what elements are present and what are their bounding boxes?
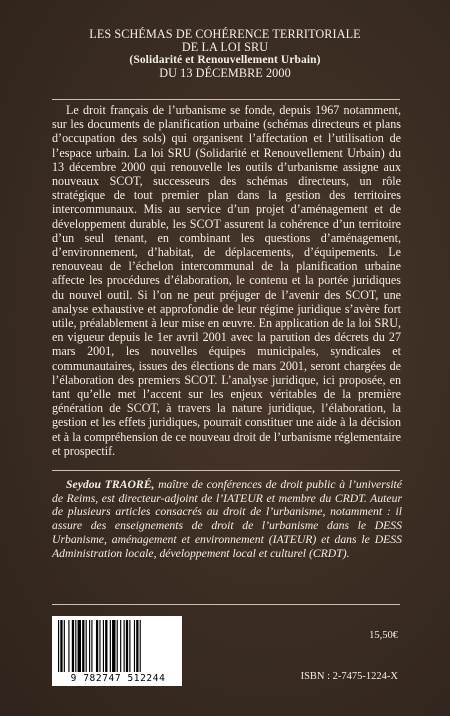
divider-top <box>52 99 400 100</box>
author-bio-text: maître de conférences de droit public à l’université de Reims, est directeur-adjoint de l’IATEUR et membre du CRDT. Auteur de plusieurs articles consacrés au droit de l’urbanisme, notamment : il assure des enseignements de droit de l’urbanisme dans le DESS Urbanisme, aménagement et environnement (IATEUR) et dans le DESS Administration locale, développement local et culturel (CRDT). <box>52 478 402 560</box>
barcode-bar <box>99 620 100 672</box>
barcode-bar <box>75 620 76 672</box>
barcode-bar <box>78 620 81 672</box>
barcode-bar <box>129 620 130 672</box>
barcode-bar <box>89 620 90 672</box>
author-bio <box>52 478 402 560</box>
barcode-bar <box>136 620 138 672</box>
title-line-4: DU 13 DÉCEMBRE 2000 <box>159 66 291 80</box>
barcode-bar <box>91 620 92 672</box>
barcode-bar <box>120 620 121 672</box>
title-line-1: LES SCHÉMAS DE COHÉRENCE TERRITORIALE <box>89 27 361 41</box>
barcode-bar <box>103 620 104 672</box>
barcode-bar <box>140 620 141 672</box>
barcode-bar <box>110 620 111 672</box>
barcode <box>52 616 182 686</box>
barcode-bar <box>58 620 59 672</box>
barcode-bar <box>96 620 98 672</box>
divider-middle <box>52 470 400 471</box>
blurb-paragraph: Le droit français de l’urbanisme se fonde, depuis 1967 notamment, sur les documents de planification urbaine (schémas directeurs et plans d’occupation des sols) qui organisent l’affectation et l’utilisation de l’espace urbain. La loi SRU (Solidarité et Renouvellement Urbain) du 13 décembre 2000 qui renouvelle les outils d’urbanisme assigne aux nouveaux SCOT, successeurs des schémas directeurs, un rôle stratégique de tout premier plan dans la gestion des territoires intercommunaux. Mis au service d’un projet d’aménagement et de développement durable, les SCOT assurent la cohérence d’un territoire d’un seul tenant, en combinant les questions d’aménagement, d’environnement, d’habitat, de déplacements, d’équipements. Le renouveau de l’échelon intercommunal de la planification urbaine affecte les procédures d’élaboration, le contenu et la portée juridiques du nouvel outil. Si l’on ne peut préjuger de l’avenir des SCOT, une analyse exhaustive et approfondie de leur régime juridique s’avère fort utile, préalablement à leur mise en œuvre. En application de la loi SRU, en vigueur depuis le 1er avril 2001 avec la parution des décrets du 27 mars 2001, les nouvelles équipes municipales, syndicales et communautaires, issues des élections de mars 2001, seront chargées de l’élaboration des premiers SCOT. L’analyse juridique, ici proposée, en tant qu’elle met l’accent sur les enjeux véritables de la première génération de SCOT, à travers la nature juridique, l’élaboration, la gestion et les effets juridiques, pourrait constituer une aide à la décision et à la compréhension de ce nouveau droit de l’urbanisme réglementaire et prospectif. <box>52 103 401 458</box>
barcode-bar <box>64 620 65 672</box>
barcode-bar <box>134 620 135 672</box>
divider-bottom <box>52 604 400 605</box>
barcode-bar <box>105 620 107 672</box>
isbn: ISBN : 2-7475-1224-X <box>300 671 398 682</box>
barcode-bar <box>86 620 87 672</box>
barcode-bar <box>72 620 74 672</box>
title-line-2: DE LA LOI SRU <box>181 40 269 54</box>
barcode-bar <box>82 620 84 672</box>
barcode-bar <box>60 620 62 672</box>
barcode-bar <box>124 620 125 672</box>
book-title <box>40 28 410 80</box>
price: 15,50€ <box>369 630 398 641</box>
barcode-icon <box>58 620 176 672</box>
barcode-number: 9 782747 512244 <box>70 673 166 684</box>
barcode-bar <box>117 620 118 672</box>
barcode-bar <box>126 620 128 672</box>
barcode-bar <box>112 620 115 672</box>
barcode-bar <box>68 620 69 672</box>
author-name: Seydou TRAORÉ, <box>66 478 155 491</box>
title-line-3: (Solidarité et Renouvellement Urbain) <box>129 54 321 66</box>
